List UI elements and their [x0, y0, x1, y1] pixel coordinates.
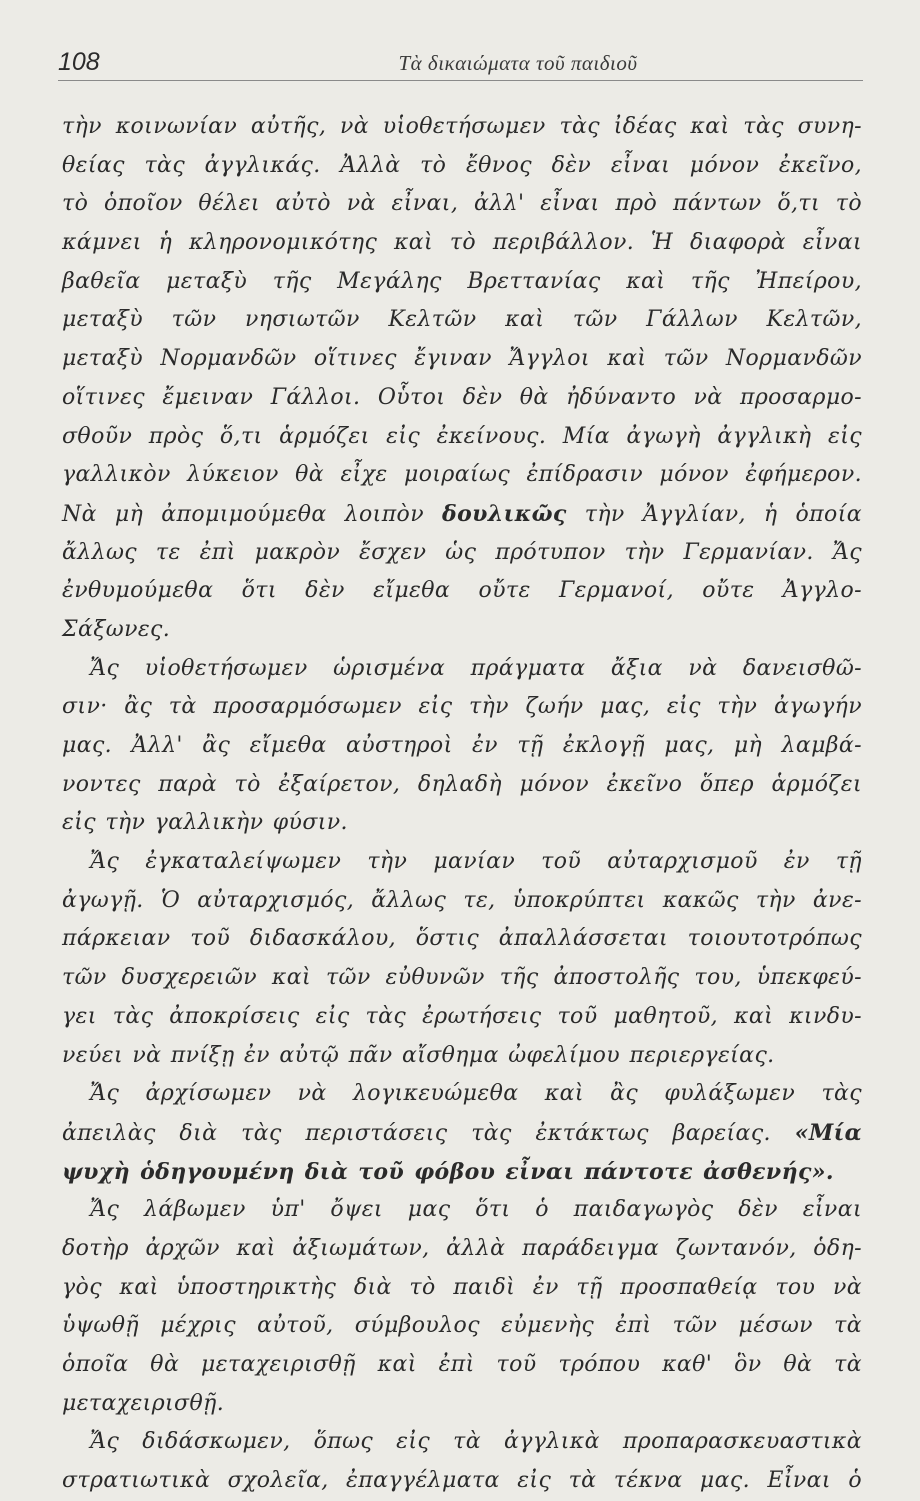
text-line-segment: Ἄς λάβωμεν ὑπ' ὄψει μας ὅτι ὁ παιδαγωγὸς δὲν εἶναι — [90, 1197, 862, 1223]
text-line — [62, 1191, 862, 1230]
emphasized-text: «Μία — [794, 1119, 862, 1146]
text-line-segment: νεύει νὰ πνίξῃ ἐν αὐτῷ πᾶν αἴσθημα ὠφελίμου περιεργείας. — [62, 1042, 775, 1068]
text-line-segment: σιν· ἂς τὰ προσαρμόσωμεν εἰς τὴν ζωήν μας, εἰς τὴν ἀγωγήν — [62, 694, 862, 720]
body-text — [62, 108, 862, 1501]
text-line — [62, 882, 862, 921]
text-line — [62, 920, 862, 959]
text-line-segment: ἀπειλὰς διὰ τὰς περιστάσεις τὰς ἐκτάκτως βαρείας. — [62, 1120, 771, 1146]
text-line-segment: γει τὰς ἀποκρίσεις εἰς τὰς ἐρωτήσεις τοῦ μαθητοῦ, καὶ κινδυ- — [62, 1003, 862, 1029]
text-line-segment: ἄλλως τε ἐπὶ μακρὸν ἔσχεν ὡς πρότυπον τὴν Γερμανίαν. Ἄς — [62, 539, 862, 565]
text-line — [62, 1075, 862, 1114]
text-line — [62, 224, 862, 263]
text-line — [62, 843, 862, 882]
text-line-segment: μας. Ἀλλ' ἂς εἴμεθα αὐστηροὶ ἐν τῇ ἐκλογῇ μας, μὴ λαμβά- — [62, 733, 862, 758]
text-line — [62, 572, 862, 611]
text-line — [62, 1307, 862, 1346]
running-head: Τὰ δικαιώματα τοῦ παιδιοῦ — [398, 51, 638, 75]
text-line-segment: κάμνει ἡ κληρονομικότης καὶ τὸ περιβάλλον. Ἡ διαφορὰ εἶναι — [62, 230, 862, 256]
text-line-segment: Ἄς υἱοθετήσωμεν ὡρισμένα πράγματα ἄξια νὰ δανεισθῶ- — [90, 655, 862, 681]
text-line-segment: πάρκειαν τοῦ διδασκάλου, ὅστις ἀπαλλάσσεται τοιουτοτρόπως — [62, 926, 862, 952]
text-line-segment: τῶν δυσχερειῶν καὶ τῶν εὐθυνῶν τῆς ἀποστολῆς του, ὑπεκφεύ- — [62, 965, 862, 991]
text-line-segment: εἰς τὴν γαλλικὴν φύσιν. — [62, 810, 348, 836]
emphasized-text: δουλικῶς — [442, 500, 567, 527]
text-line-segment: Νὰ μὴ ἀπομιμούμεθα λοιπὸν — [62, 501, 424, 527]
emphasized-text: ψυχὴ ὁδηγουμένη διὰ τοῦ φόβου εἶναι πάντοτε ἀσθενής». — [62, 1158, 834, 1185]
text-line — [62, 1346, 862, 1385]
text-line — [62, 766, 862, 805]
text-line — [62, 108, 862, 147]
text-line — [62, 185, 862, 224]
text-line — [62, 1423, 862, 1462]
header-rule — [58, 80, 863, 81]
text-line-segment: Ἄς διδάσκωμεν, ὅπως εἰς τὰ ἀγγλικὰ προπαρασκευαστικὰ — [90, 1429, 862, 1455]
text-line-segment: ἐνθυμούμεθα ὅτι δὲν εἴμεθα οὔτε Γερμανοί, οὔτε Ἀγγλο- — [62, 578, 862, 604]
text-line-segment: ὁποῖα θὰ μεταχειρισθῇ καὶ ἐπὶ τοῦ τρόπου καθ' ὃν θὰ τὰ — [62, 1352, 862, 1377]
text-line — [62, 418, 862, 457]
text-line — [62, 804, 862, 843]
text-line — [62, 650, 862, 689]
text-line — [62, 1462, 862, 1501]
text-line-segment: μεταξὺ τῶν νησιωτῶν Κελτῶν καὶ τῶν Γάλλων Κελτῶν, — [62, 307, 862, 333]
text-line — [62, 1269, 862, 1308]
text-line — [62, 379, 862, 418]
text-line — [62, 1037, 862, 1076]
text-line — [62, 959, 862, 998]
text-line-segment: Ἄς ἀρχίσωμεν νὰ λογικευώμεθα καὶ ἂς φυλάξωμεν τὰς — [90, 1081, 862, 1107]
text-line-segment: γὸς καὶ ὑποστηρικτὴς διὰ τὸ παιδὶ ἐν τῇ προσπαθείᾳ του νὰ — [62, 1274, 862, 1300]
text-line — [62, 534, 862, 573]
text-line-segment: σθοῦν πρὸς ὅ,τι ἁρμόζει εἰς ἐκείνους. Μία ἀγωγὴ ἀγγλικὴ εἰς — [62, 423, 862, 449]
text-line — [62, 688, 862, 727]
text-line — [62, 301, 862, 340]
text-line-segment: θείας τὰς ἀγγλικάς. Ἀλλὰ τὸ ἔθνος δὲν εἶναι μόνον ἐκεῖνο, — [62, 152, 862, 178]
text-line-segment: στρατιωτικὰ σχολεῖα, ἐπαγγέλματα εἰς τὰ τέκνα μας. Εἶναι ὁ — [62, 1468, 862, 1494]
text-line-segment: βαθεῖα μεταξὺ τῆς Μεγάλης Βρεττανίας καὶ τῆς Ἠπείρου, — [62, 268, 862, 294]
text-line — [62, 1230, 862, 1269]
text-line-segment: μεταχειρισθῇ. — [62, 1390, 225, 1416]
text-line-segment: τὸ ὁποῖον θέλει αὐτὸ νὰ εἶναι, ἀλλ' εἶναι πρὸ πάντων ὅ,τι τὸ — [62, 191, 862, 217]
text-line — [62, 611, 862, 650]
page-number: 108 — [58, 48, 100, 76]
text-line — [62, 1385, 862, 1424]
text-line — [62, 456, 862, 495]
text-line — [62, 495, 862, 534]
text-line-segment: τὴν κοινωνίαν αὐτῆς, νὰ υἱοθετήσωμεν τὰς ἰδέας καὶ τὰς συνη- — [62, 114, 862, 139]
text-line-segment: Ἄς ἐγκαταλείψωμεν τὴν μανίαν τοῦ αὐταρχισμοῦ ἐν τῇ — [90, 849, 862, 875]
page-header — [58, 44, 863, 84]
text-line — [62, 1114, 862, 1153]
text-line — [62, 147, 862, 186]
text-line-segment: γαλλικὸν λύκειον θὰ εἶχε μοιραίως ἐπίδρασιν μόνον ἐφήμερον. — [62, 462, 862, 488]
text-line-segment: ὑψωθῇ μέχρις αὐτοῦ, σύμβουλος εὐμενὴς ἐπὶ τῶν μέσων τὰ — [62, 1313, 862, 1339]
text-line-segment: οἵτινες ἔμειναν Γάλλοι. Οὗτοι δὲν θὰ ἠδύναντο νὰ προσαρμο- — [62, 384, 862, 410]
text-line-segment: νοντες παρὰ τὸ ἐξαίρετον, δηλαδὴ μόνον ἐκεῖνο ὅπερ ἁρμόζει — [62, 771, 862, 797]
text-line-segment: μεταξὺ Νορμανδῶν οἵτινες ἔγιναν Ἄγγλοι καὶ τῶν Νορμανδῶν — [62, 346, 862, 372]
text-line — [62, 727, 862, 766]
text-line-segment: τὴν Ἀγγλίαν, ἡ ὁποία — [584, 501, 862, 527]
text-line-segment: Σάξωνες. — [62, 616, 171, 642]
text-line — [62, 263, 862, 302]
text-line — [62, 340, 862, 379]
text-line — [62, 1153, 862, 1192]
text-line — [62, 998, 862, 1037]
text-line-segment: ἀγωγῇ. Ὁ αὐταρχισμός, ἄλλως τε, ὑποκρύπτει κακῶς τὴν ἀνε- — [62, 887, 862, 913]
text-line-segment: δοτὴρ ἀρχῶν καὶ ἀξιωμάτων, ἀλλὰ παράδειγμα ζωντανόν, ὁδη- — [62, 1235, 862, 1261]
